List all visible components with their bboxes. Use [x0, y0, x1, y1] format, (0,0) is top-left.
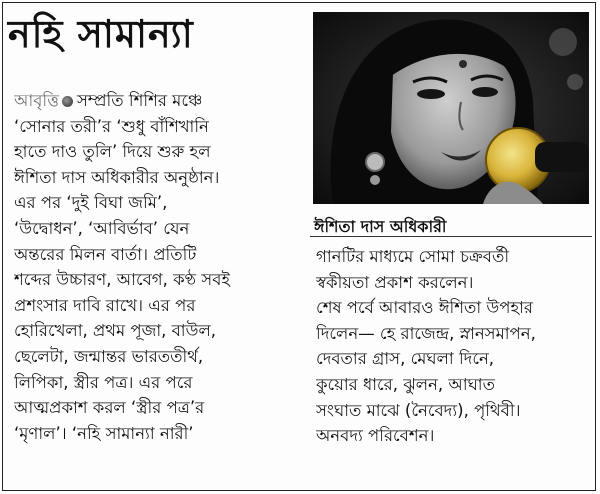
- article-line: লিপিকা, স্ত্রীর পত্র। এর পরে: [14, 372, 193, 392]
- caption-divider: [310, 236, 592, 237]
- article-line: [14, 88, 306, 114]
- article-line: হাতে দাও তুলি’ দিয়ে শুরু হল: [14, 142, 211, 162]
- article-line: এর পর ‘দুই বিঘা জমি’,: [14, 193, 168, 213]
- performer-portrait-icon: [313, 12, 589, 204]
- article-line: অন্তরের মিলন বার্তা। প্রতিটি: [14, 244, 197, 264]
- article-line: ‘মৃণাল’। ‘নহি সামান্যা নারী’: [14, 423, 194, 443]
- article-left-column: [14, 88, 306, 446]
- article-line: শেষ পর্বে আবারও ঈশিতা উপহার: [316, 298, 533, 318]
- article-line: অনবদ্য পরিবেশন।: [316, 426, 435, 446]
- category-tag: আবৃত্তি: [14, 91, 59, 110]
- article-line: প্রশংসার দাবি রাখে। এর পর: [14, 295, 196, 315]
- article-line: আত্মপ্রকাশ করল ‘স্ত্রীর পত্র’র: [14, 398, 205, 418]
- article-line: ‘উদ্বোধন’, ‘আবির্ভাব’ যেন: [14, 218, 190, 238]
- article-line: ‘সোনার তরী’র ‘শুধু বাঁশিখানি: [14, 116, 209, 136]
- article-line: দিলেন— হে রাজেন্দ্র, স্নানসমাপন,: [316, 323, 536, 343]
- photo-caption: ঈশিতা দাস অধিকারী: [314, 217, 447, 236]
- article-line: হোরিখেলা, প্রথম পূজা, বাউল,: [14, 321, 216, 341]
- article-right-column: [316, 244, 592, 449]
- article-line: কুয়োর ধারে, ঝুলন, আঘাত: [316, 374, 495, 394]
- article-line: গানটির মাধ্যমে সোমা চক্রবর্তী: [316, 247, 510, 266]
- article-line: ছেলেটা, জন্মান্তর ভারততীর্থ,: [14, 346, 204, 366]
- article-line: স্বকীয়তা প্রকাশ করলেন।: [316, 272, 474, 292]
- article-line: সংঘাত মাঝে (নৈবেদ্য), পৃথিবী।: [316, 400, 521, 420]
- bullet-icon: [62, 96, 73, 107]
- article-text: সম্প্রতি শিশির মঞ্চে: [76, 91, 203, 110]
- performer-photo: [313, 12, 589, 204]
- headline: নহি সামান্যা: [8, 12, 194, 56]
- article-line: শব্দের উচ্চারণ, আবেগ, কণ্ঠ সবই: [14, 270, 230, 290]
- article-line: ঈশিতা দাস অধিকারীর অনুষ্ঠান।: [14, 167, 220, 187]
- article-line: দেবতার গ্রাস, মেঘলা দিনে,: [316, 349, 495, 369]
